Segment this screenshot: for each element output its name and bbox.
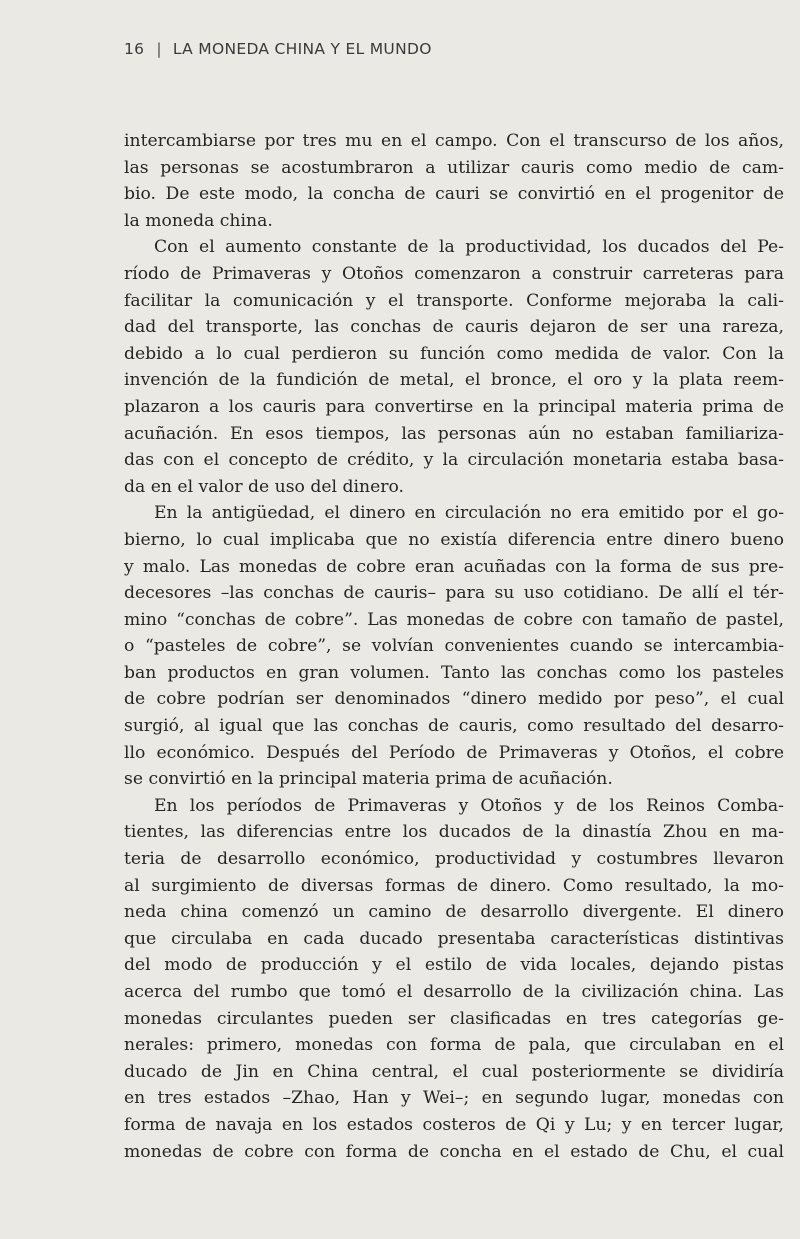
text-line: das con el concepto de crédito, y la circulación monetaria estaba basa- <box>124 450 784 471</box>
text-line: ban productos en gran volumen. Tanto las conchas como los pasteles <box>124 662 784 683</box>
text-line: teria de desarrollo económico, productividad y costumbres llevaron <box>124 849 784 870</box>
text-line: tientes, las diferencias entre los ducados de la dinastía Zhou en ma- <box>124 822 784 843</box>
text-line: y malo. Las monedas de cobre eran acuñadas con la forma de sus pre- <box>124 556 784 577</box>
text-line: bierno, lo cual implicaba que no existía diferencia entre dinero bueno <box>124 529 784 550</box>
text-line: monedas circulantes pueden ser clasificadas en tres categorías ge- <box>124 1008 784 1029</box>
paragraph <box>124 500 784 793</box>
text-line: que circulaba en cada ducado presentaba características distintivas <box>124 928 784 949</box>
paragraph <box>124 234 784 500</box>
header-separator: | <box>156 40 162 58</box>
paragraph <box>124 128 784 234</box>
text-line: las personas se acostumbraron a utilizar cauris como medio de cam- <box>124 157 784 178</box>
running-title: LA MONEDA CHINA Y EL MUNDO <box>172 40 432 58</box>
text-line: neda china comenzó un camino de desarrollo divergente. El dinero <box>124 902 784 923</box>
text-line: En los períodos de Primaveras y Otoños y de los Reinos Comba- <box>154 795 784 816</box>
running-header <box>124 40 432 58</box>
text-line: mino “conchas de cobre”. Las monedas de cobre con tamaño de pastel, <box>124 609 784 630</box>
paragraph <box>124 793 784 1165</box>
page-number: 16 <box>124 40 145 58</box>
text-line: intercambiarse por tres mu en el campo. Con el transcurso de los años, <box>124 131 784 151</box>
text-line: plazaron a los cauris para convertirse en la principal materia prima de <box>124 396 784 417</box>
text-line: o “pasteles de cobre”, se volvían convenientes cuando se intercambia- <box>124 636 784 657</box>
text-line: se convirtió en la principal materia prima de acuñación. <box>124 769 613 790</box>
text-line: ríodo de Primaveras y Otoños comenzaron a construir carreteras para <box>124 263 784 284</box>
text-line: monedas de cobre con forma de concha en el estado de Chu, el cual <box>124 1141 784 1162</box>
text-line: surgió, al igual que las conchas de cauris, como resultado del desarro- <box>124 716 784 737</box>
text-line: dad del transporte, las conchas de cauris dejaron de ser una rareza, <box>124 317 784 338</box>
text-line: Con el aumento constante de la productividad, los ducados del Pe- <box>154 237 784 258</box>
text-line: en tres estados –Zhao, Han y Wei–; en segundo lugar, monedas con <box>124 1088 784 1109</box>
text-line: acuñación. En esos tiempos, las personas aún no estaban familiariza- <box>124 423 784 444</box>
text-line: facilitar la comunicación y el transporte. Conforme mejoraba la cali- <box>124 290 784 311</box>
text-line: llo económico. Después del Período de Primaveras y Otoños, el cobre <box>124 742 784 763</box>
text-line: da en el valor de uso del dinero. <box>124 476 404 497</box>
text-line: forma de navaja en los estados costeros de Qi y Lu; y en tercer lugar, <box>124 1114 784 1135</box>
text-line: debido a lo cual perdieron su función como medida de valor. Con la <box>124 343 784 364</box>
text-line: invención de la fundición de metal, el bronce, el oro y la plata reem- <box>124 370 784 391</box>
text-line: ducado de Jin en China central, el cual posteriormente se dividiría <box>124 1061 784 1082</box>
text-line: En la antigüedad, el dinero en circulación no era emitido por el go- <box>154 503 784 524</box>
text-line: acerca del rumbo que tomó el desarrollo de la civilización china. Las <box>124 982 784 1002</box>
text-line: al surgimiento de diversas formas de dinero. Como resultado, la mo- <box>124 875 784 896</box>
text-line: del modo de producción y el estilo de vida locales, dejando pistas <box>124 955 784 976</box>
text-line: bio. De este modo, la concha de cauri se convirtió en el progenitor de <box>124 184 784 205</box>
text-line: decesores –las conchas de cauris– para su uso cotidiano. De allí el tér- <box>124 583 784 604</box>
text-line: de cobre podrían ser denominados “dinero medido por peso”, el cual <box>124 689 784 710</box>
text-line: nerales: primero, monedas con forma de pala, que circulaban en el <box>124 1035 784 1056</box>
body-text <box>124 128 784 1165</box>
text-line: la moneda china. <box>124 210 273 231</box>
